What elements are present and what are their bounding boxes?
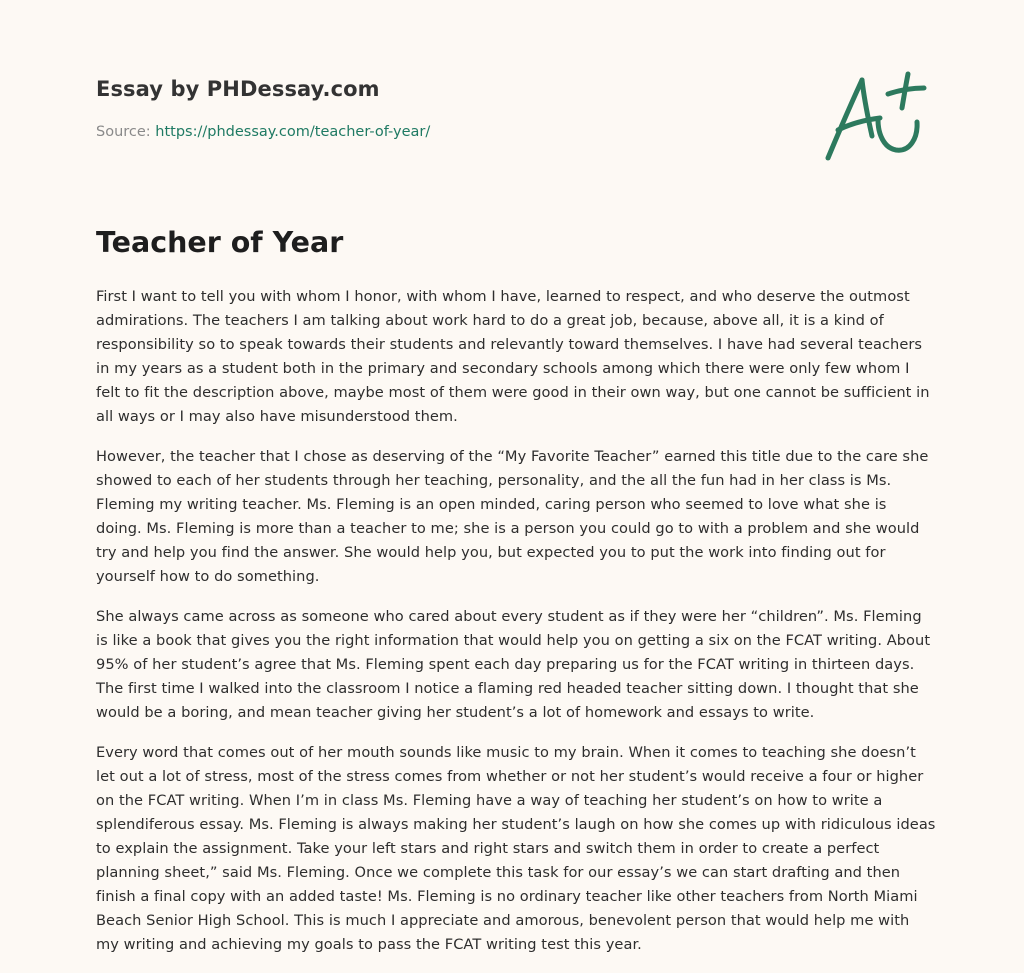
essay-paragraph: First I want to tell you with whom I honor, with whom I have, learned to respect, and who deserve the outmost admirations. The teachers I am talking about work hard to do a great job, because, above all, it is a kind of responsibility so to speak towards their students and relevantly toward themselves. I have had several teachers in my years as a student both in the primary and secondary schools among which there were only few whom I felt to fit the description above, maybe most of them were good in their own way, but one cannot be sufficient in all ways or I may also have misunderstood them. xyxy=(96,288,930,425)
essay-paragraph: However, the teacher that I chose as deserving of the “My Favorite Teacher” earned this title due to the care she showed to each of her students through her teaching, personality, and the all the fun had in her class is Ms. Fleming my writing teacher. Ms. Fleming is an open minded, caring person who seemed to love what she is doing. Ms. Fleming is more than a teacher to me; she is a person you could go to with a problem and she would try and help you find the answer. She would help you, but expected you to put the work into finding out for yourself how to do something. xyxy=(96,448,929,585)
essay-paragraph: She always came across as someone who cared about every student as if they were her “children”. Ms. Fleming is like a book that gives you the right information that would help you on getting a six on the FCAT writing. About 95% of her student’s agree that Ms. Fleming spent each day preparing us for the FCAT writing in thirteen days. The first time I walked into the classroom I notice a flaming red headed teacher sitting down. I thought that she would be a boring, and mean teacher giving her student’s a lot of homework and essays to write. xyxy=(96,608,931,721)
essay-title: Teacher of Year xyxy=(96,226,344,259)
brand-title: Essay by PHDessay.com xyxy=(96,77,380,101)
source-link[interactable]: https://phdessay.com/teacher-of-year/ xyxy=(155,124,431,140)
source-label: Source: xyxy=(96,124,151,140)
a-plus-logo-icon xyxy=(824,68,928,164)
essay-paragraph: Every word that comes out of her mouth sounds like music to my brain. When it comes to teaching she doesn’t let out a lot of stress, most of the stress comes from whether or not her student’s would receive a four or higher on the FCAT writing. When I’m in class Ms. Fleming have a way of teaching her student’s on how to write a splendiferous essay. Ms. Fleming is always making her student’s laugh on how she comes up with ridiculous ideas to explain the assignment. Take your left stars and right stars and switch them in order to create a perfect planning sheet,” said Ms. Fleming. Once we complete this task for our essay’s we can start drafting and then finish a final copy with an added taste! Ms. Fleming is no ordinary teacher like other teachers from North Miami Beach Senior High School. This is much I appreciate and amorous, benevolent person that would help me with my writing and achieving my goals to pass the FCAT writing test this year. xyxy=(96,744,936,953)
essay-body xyxy=(96,285,936,973)
source-line xyxy=(96,124,430,140)
